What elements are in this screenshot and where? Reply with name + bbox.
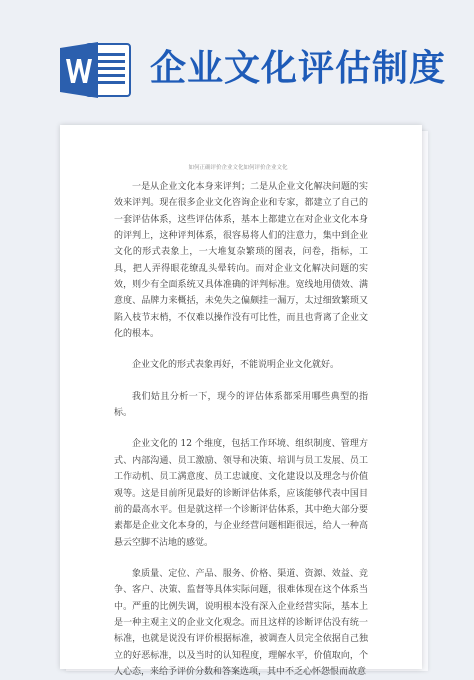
document-page: [60, 125, 422, 677]
paragraph: 企业文化的 12 个维度，包括工作环境、组织制度、管理方式、内部沟通、员工激励、领导和决策、培训与员工发展、员工工作动机、员工满意度、员工忠诚度、文化建设以及理念与价值观等。这是目前所见最好的诊断评估体系，应该能够代表中国目前的最高水平。但是就这样一个诊断评估体系，其中绝大部分要素都是企业文化本身的，与企业经营问题相距很远，给人一种高悬云空脚不沾地的感觉。: [114, 439, 368, 548]
paragraph: 一是从企业文化本身来评判；二是从企业文化解决问题的实效来评判。现在很多企业文化咨询企业和专家，都建立了自己的一套评估体系，这些评估体系，基本上都建立在对企业文化本身的评判上，这种评判体系，很容易将人们的注意力，集中到企业文化的形式表象上，一大堆复杂繁琐的图表，问卷，指标，工具，把人弄得眼花缭乱头晕转向。而对企业文化解决问题的实效，则少有全面系统又具体准确的评判标准。宽线地用债效、满意度、品牌力来概括，未免失之偏颇挂一漏万，太过细致繁琐又陷入枝节末梢，不仅难以操作没有可比性，而且也背离了企业文化的根本。: [114, 182, 368, 340]
running-header: 如何正确评价企业文化如何评价企业文化: [188, 165, 288, 171]
banner-header: [0, 0, 474, 125]
document-title: 企业文化评估制度: [150, 48, 447, 89]
document-body: [114, 179, 368, 680]
paragraph: 我们姑且分析一下，现今的评估体系都采用哪些典型的指标。: [114, 391, 368, 419]
paragraph: 象质量、定位、产品、服务、价格、渠道、资源、效益、竞争、客户、决策、监督等具体实际问题，很难体现在这个体系当中。严重的比例失调，说明根本没有深入企业经营实际，基本上是一种主观主义的企业文化观念。而且这样的诊断评估没有统一标准，也就是说没有评价根据标准，被调查人员完全依据自己独立的好恶标准，以及当时的认知程度，理解水平，价值取向，个人心态，来给予评价分数和答案选项，其中不乏心怀怨恨而故意: [114, 568, 368, 677]
paragraph: 企业文化的形式表象再好，不能说明企业文化就好。: [132, 360, 340, 371]
word-icon: [60, 40, 132, 100]
